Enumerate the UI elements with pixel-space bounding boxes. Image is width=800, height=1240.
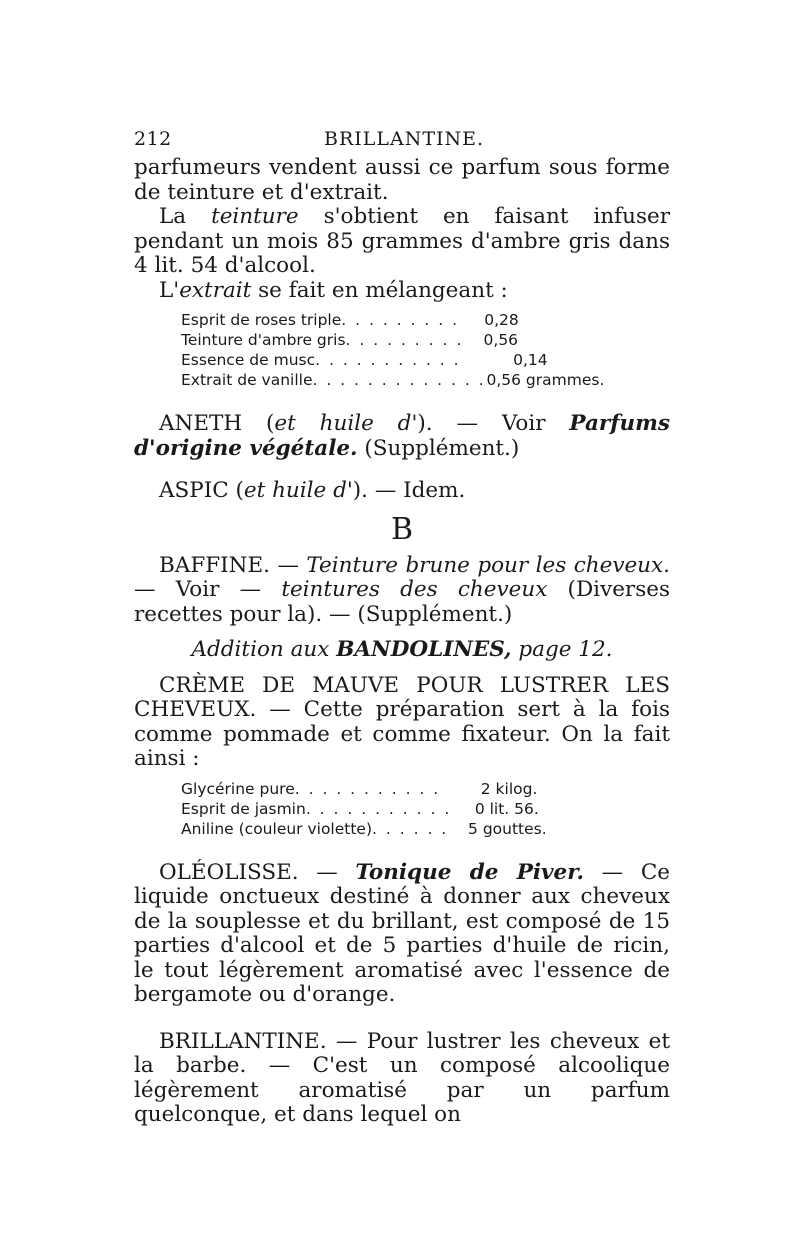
page-header — [134, 128, 670, 156]
section-letter: B — [390, 511, 414, 547]
entry-aneth: ANETH (et huile d'). — Voir Parfums d'origine végétale. (Supplément.) — [134, 411, 670, 461]
recipe-row: Essence de musc . . . . . . . . . . . 0,14 — [181, 351, 548, 369]
entry-creme-de-mauve: CRÈME DE MAUVE POUR LUSTRER LES CHEVEUX. — Cette préparation sert à la fois comme pommade et comme fixateur. On la fait ainsi : — [134, 672, 670, 771]
paragraph-extrait: L'extrait se fait en mélangeant : — [159, 277, 508, 303]
page-number: 212 — [134, 128, 172, 150]
recipe-row: Glycérine pure . . . . . . . . . . . 2 kilog. — [181, 779, 538, 798]
book-page — [134, 128, 670, 1128]
entry-brillantine: BRILLANTINE. — Pour lustrer les cheveux et la barbe. — C'est un composé alcoolique légèrement aromatisé par un parfum quelconque, et dans lequel on — [134, 1028, 670, 1127]
recipe-row: Aniline (couleur violette) . . . . . . 5 gouttes. — [181, 819, 547, 838]
recipe-creme — [134, 779, 670, 839]
paragraph-teinture: La teinture s'obtient en faisant infuser pendant un mois 85 grammes d'ambre gris dans 4 lit. 54 d'alcool. — [134, 204, 670, 278]
running-title: BRILLANTINE. — [324, 128, 485, 150]
recipe-row: Extrait de vanille . . . . . . . . . . . . . 0,56 grammes. — [181, 371, 605, 389]
paragraph-continuation: parfumeurs vendent aussi ce parfum sous forme de teinture et d'extrait. — [134, 155, 670, 205]
entry-baffine: BAFFINE. — Teinture brune pour les cheveux. — Voir — teintures des cheveux (Diverses recettes pour la). — (Supplément.) — [134, 552, 671, 627]
recipe-row: Esprit de jasmin . . . . . . . . . . . 0 lit. 56. — [181, 799, 539, 818]
entry-oleolisse: OLÉOLISSE. — Tonique de Piver. — Ce liquide onctueux destiné à donner aux cheveux de la souplesse et du brillant, est composé de 15 parties d'alcool et de 5 parties d'huile de ricin, le tout légèrement aromatisé avec l'essence de bergamote ou d'orange. — [134, 859, 670, 1007]
recipe-row: Esprit de roses triple . . . . . . . . . 0,28 — [181, 311, 519, 329]
entry-aspic: ASPIC (et huile d'). — Idem. — [159, 478, 466, 503]
addition-heading: Addition aux BANDOLINES, page 12. — [191, 637, 613, 662]
recipe-row: Teinture d'ambre gris . . . . . . . . . 0,56 — [181, 331, 519, 349]
recipe-extrait — [134, 310, 670, 390]
